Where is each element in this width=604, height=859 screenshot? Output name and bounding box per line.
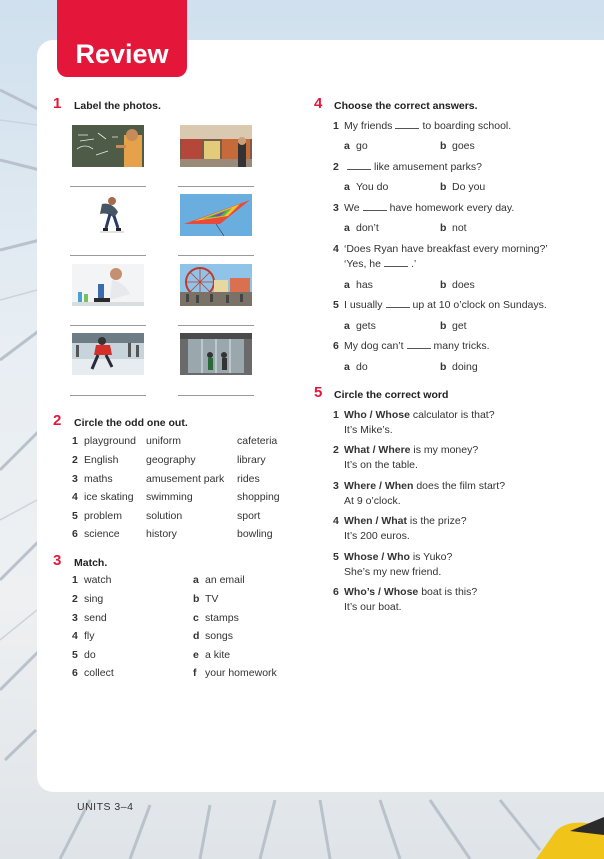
- item-number: 3: [333, 202, 339, 214]
- item-number: 1: [72, 435, 78, 447]
- corner-decoration: [526, 817, 604, 859]
- circle-word-question[interactable]: When / What is the prize?: [344, 515, 467, 527]
- answer-option-a[interactable]: don’t: [356, 222, 379, 234]
- option-letter: d: [193, 630, 200, 642]
- odd-word[interactable]: cafeteria: [237, 435, 278, 447]
- item-number: 2: [72, 593, 78, 605]
- answer-option-a[interactable]: has: [356, 279, 373, 291]
- shop-photo: [180, 125, 252, 167]
- odd-word[interactable]: science: [84, 528, 120, 540]
- match-left-item[interactable]: sing: [84, 593, 104, 605]
- answer-line: [178, 395, 254, 396]
- item-number: 3: [72, 473, 78, 485]
- section-5-title: Circle the correct word: [334, 389, 449, 401]
- answer-line: [70, 186, 146, 187]
- item-number: 4: [333, 515, 339, 527]
- odd-word[interactable]: ice skating: [84, 491, 134, 503]
- circle-word-question[interactable]: Who’s / Whose boat is this?: [344, 586, 478, 598]
- question-text: My friends to boarding school.: [344, 120, 512, 132]
- match-left-item[interactable]: fly: [84, 630, 95, 642]
- question-text: ‘Does Ryan have breakfast every morning?’: [344, 243, 548, 255]
- item-number: 4: [72, 491, 78, 503]
- option-letter: b: [440, 222, 447, 234]
- section-4-title: Choose the correct answers.: [334, 100, 478, 112]
- circle-word-question[interactable]: Where / When does the film start?: [344, 480, 506, 492]
- match-right-item[interactable]: TV: [205, 593, 219, 605]
- footer-units: UNITS 3–4: [77, 801, 134, 813]
- item-number: 5: [72, 649, 78, 661]
- amusement-park-photo: [180, 264, 252, 306]
- option-letter: a: [344, 320, 350, 332]
- answer-option-b[interactable]: does: [452, 279, 475, 291]
- item-number: 2: [333, 444, 339, 456]
- ice-skating-photo: [72, 194, 144, 236]
- option-letter: a: [193, 574, 199, 586]
- section-3-number: 3: [53, 552, 62, 569]
- odd-word[interactable]: maths: [84, 473, 113, 485]
- option-letter: a: [344, 279, 350, 291]
- item-number: 3: [333, 480, 339, 492]
- item-number: 3: [72, 612, 78, 624]
- option-letter: a: [344, 222, 350, 234]
- science-photo: [72, 264, 144, 306]
- answer-text: It’s on the table.: [344, 459, 418, 471]
- option-letter: a: [344, 140, 350, 152]
- answer-option-b[interactable]: goes: [452, 140, 475, 152]
- answer-option-b[interactable]: get: [452, 320, 467, 332]
- section-5-number: 5: [314, 384, 323, 401]
- match-right-item[interactable]: an email: [205, 574, 245, 586]
- match-right-item[interactable]: your homework: [205, 667, 277, 679]
- answer-option-b[interactable]: not: [452, 222, 467, 234]
- odd-word[interactable]: geography: [146, 454, 196, 466]
- answer-option-b[interactable]: doing: [452, 361, 478, 373]
- item-number: 5: [72, 510, 78, 522]
- option-letter: a: [344, 361, 350, 373]
- item-number: 4: [72, 630, 78, 642]
- section-2-title: Circle the odd one out.: [74, 417, 188, 429]
- item-number: 1: [333, 120, 339, 132]
- circle-word-question[interactable]: What / Where is my money?: [344, 444, 479, 456]
- answer-text: It’s Mike’s.: [344, 424, 393, 436]
- option-letter: a: [344, 181, 350, 193]
- odd-word[interactable]: rides: [237, 473, 260, 485]
- odd-word[interactable]: shopping: [237, 491, 280, 503]
- answer-line: [70, 255, 146, 256]
- skater-photo: [72, 333, 144, 375]
- item-number: 1: [333, 409, 339, 421]
- odd-word[interactable]: bowling: [237, 528, 273, 540]
- section-2-number: 2: [53, 412, 62, 429]
- option-letter: e: [193, 649, 199, 661]
- option-letter: c: [193, 612, 199, 624]
- option-letter: b: [193, 593, 200, 605]
- answer-option-a[interactable]: go: [356, 140, 368, 152]
- item-number: 6: [72, 528, 78, 540]
- option-letter: b: [440, 361, 447, 373]
- match-left-item[interactable]: send: [84, 612, 107, 624]
- odd-word[interactable]: playground: [84, 435, 136, 447]
- answer-line: [70, 325, 146, 326]
- section-3-title: Match.: [74, 557, 108, 569]
- kite-photo: [180, 194, 252, 236]
- odd-word[interactable]: library: [237, 454, 266, 466]
- option-letter: b: [440, 140, 447, 152]
- question-text: My dog can’t many tricks.: [344, 340, 490, 352]
- answer-text: She’s my new friend.: [344, 566, 442, 578]
- item-number: 6: [72, 667, 78, 679]
- answer-line: [178, 186, 254, 187]
- answer-line: [178, 255, 254, 256]
- question-text: I usually up at 10 o’clock on Sundays.: [344, 299, 547, 311]
- circle-word-question[interactable]: Whose / Who is Yuko?: [344, 551, 453, 563]
- odd-word[interactable]: amusement park: [146, 473, 225, 485]
- answer-text: It’s our boat.: [344, 601, 402, 613]
- item-number: 5: [333, 551, 339, 563]
- option-letter: b: [440, 320, 447, 332]
- page-title: Review: [57, 0, 187, 77]
- match-right-item[interactable]: stamps: [205, 612, 239, 624]
- answer-option-a[interactable]: gets: [356, 320, 376, 332]
- item-number: 6: [333, 340, 339, 352]
- option-letter: b: [440, 181, 447, 193]
- odd-word[interactable]: uniform: [146, 435, 182, 447]
- match-right-item[interactable]: songs: [205, 630, 234, 642]
- answer-option-b[interactable]: Do you: [452, 181, 486, 193]
- item-number: 5: [333, 299, 339, 311]
- answer-option-a[interactable]: do: [356, 361, 368, 373]
- match-left-item[interactable]: watch: [84, 574, 112, 586]
- answer-text: It’s 200 euros.: [344, 530, 410, 542]
- answer-line: [178, 325, 254, 326]
- maths-lesson-photo: [72, 125, 144, 167]
- item-number: 6: [333, 586, 339, 598]
- odd-word[interactable]: history: [146, 528, 177, 540]
- odd-word[interactable]: English: [84, 454, 119, 466]
- option-letter: b: [440, 279, 447, 291]
- odd-word[interactable]: sport: [237, 510, 261, 522]
- section-1-number: 1: [53, 95, 62, 112]
- section-4-number: 4: [314, 95, 323, 112]
- question-text: We have homework every day.: [344, 202, 515, 214]
- question-text-continued: ‘Yes, he .’: [344, 258, 417, 270]
- circle-word-question[interactable]: Who / Whose calculator is that?: [344, 409, 495, 421]
- odd-word[interactable]: problem: [84, 510, 122, 522]
- match-right-item[interactable]: a kite: [205, 649, 231, 661]
- item-number: 2: [72, 454, 78, 466]
- odd-word[interactable]: swimming: [146, 491, 193, 503]
- item-number: 2: [333, 161, 339, 173]
- question-text: like amusement parks?: [344, 161, 482, 173]
- answer-option-a[interactable]: You do: [356, 181, 389, 193]
- item-number: 1: [72, 574, 78, 586]
- answer-text: At 9 o’clock.: [344, 495, 401, 507]
- answer-line: [70, 395, 146, 396]
- option-letter: f: [193, 667, 197, 679]
- odd-word[interactable]: solution: [146, 510, 183, 522]
- item-number: 4: [333, 243, 339, 255]
- section-1-title: Label the photos.: [74, 100, 161, 112]
- shopping-centre-photo: [180, 333, 252, 375]
- match-left-item[interactable]: do: [84, 649, 96, 661]
- match-left-item[interactable]: collect: [84, 667, 114, 679]
